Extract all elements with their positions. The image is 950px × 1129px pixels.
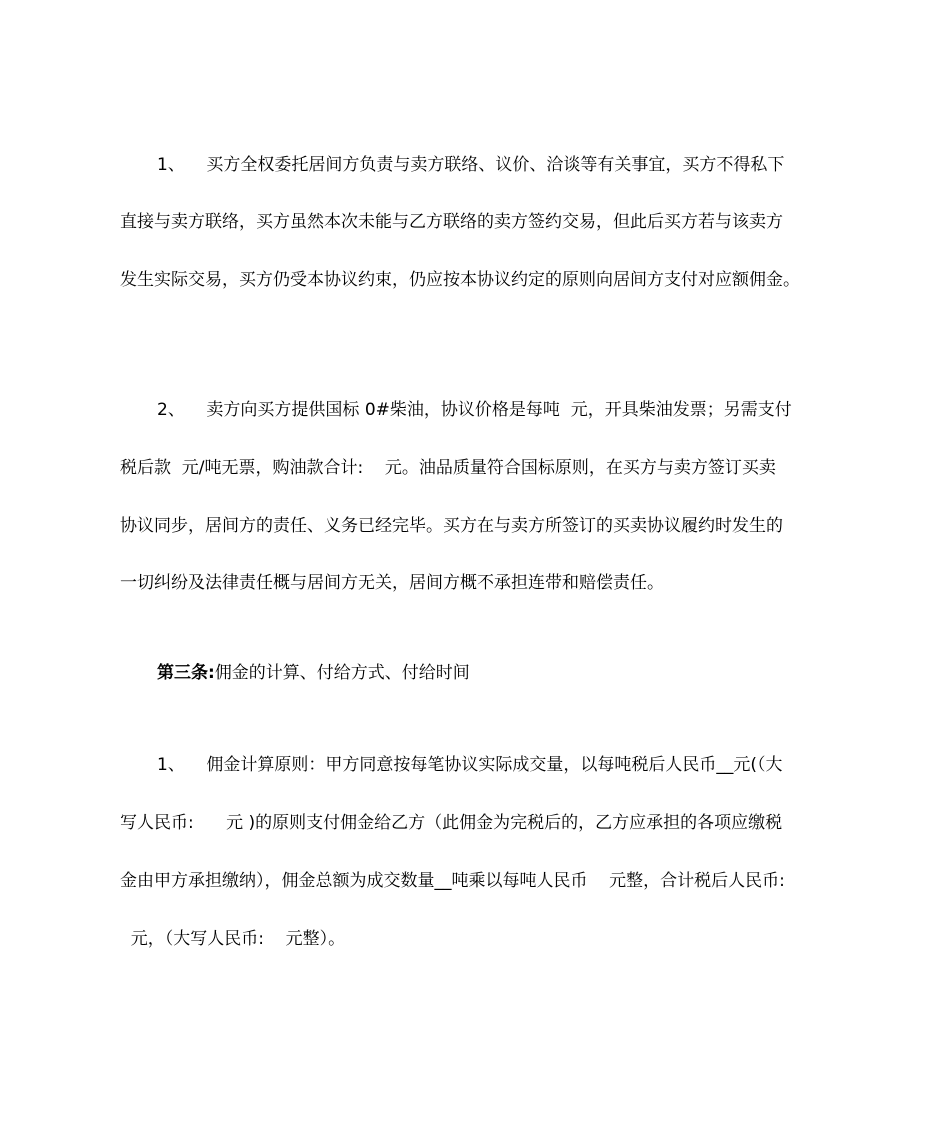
- clause3-1-line-4: 元，（大写人民币: 元整）。: [120, 929, 346, 949]
- clause1-line-3: 发生实际交易，买方仍受本协议约束，仍应按本协议约定的原则向居间方支付对应额佣金。: [120, 270, 800, 290]
- clause1-line-1: 1、 买方全权委托居间方负责与卖方联络、议价、洽谈等有关事宜，买方不得私下: [157, 155, 785, 175]
- clause2-line-4: 一切纠纷及法律责任概与居间方无关，居间方概不承担连带和赔偿责任。: [120, 573, 664, 593]
- article3-title: 佣金的计算、付给方式、付给时间: [214, 663, 470, 683]
- clause3-1-line-2: 写人民币: 元 )的原则支付佣金给乙方（此佣金为完税后的，乙方应承担的各项应缴税: [120, 813, 783, 833]
- clause2-line-2: 税后款 元/吨无票，购油款合计: 元。油品质量符合国标原则，在买方与卖方签订买卖: [120, 458, 776, 478]
- clause3-1-line-3: 金由甲方承担缴纳），佣金总额为成交数量__吨乘以每吨人民币 元整，合计税后人民币:: [120, 871, 785, 891]
- clause2-line-1: 2、 卖方向买方提供国标 0#柴油，协议价格是每吨 元，开具柴油发票；另需支付: [157, 400, 792, 420]
- clause2-line-3: 协议同步，居间方的责任、义务已经完毕。买方在与卖方所签订的买卖协议履约时发生的: [120, 516, 783, 536]
- article3-heading: [157, 661, 877, 685]
- clause3-1-line-1: 1、 佣金计算原则：甲方同意按每笔协议实际成交量，以每吨税后人民币__元(（大: [157, 755, 783, 775]
- article3-label: 第三条:: [157, 663, 215, 683]
- clause1-line-2: 直接与卖方联络，买方虽然本次未能与乙方联络的卖方签约交易，但此后买方若与该卖方: [120, 212, 783, 232]
